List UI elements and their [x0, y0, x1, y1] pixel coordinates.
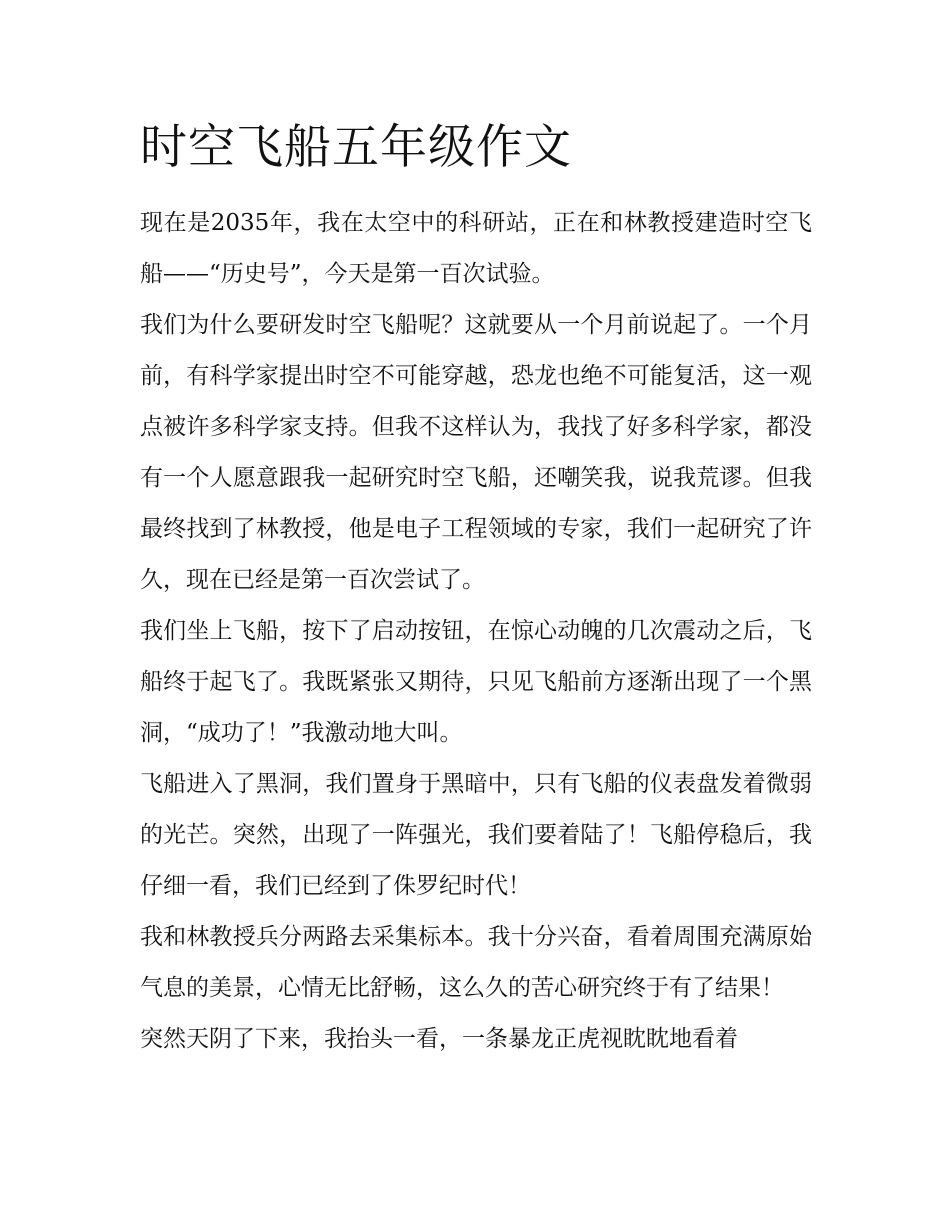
- document-page: [140, 118, 812, 1065]
- paragraph: 现在是2035年，我在太空中的科研站，正在和林教授建造时空飞船——“历史号”，今天是第一百次试验。: [140, 210, 812, 287]
- document-title: 时空飞船五年级作文: [140, 120, 572, 175]
- paragraph: 我和林教授兵分两路去采集标本。我十分兴奋，看着周围充满原始气息的美景，心情无比舒畅，这么久的苦心研究终于有了结果！: [140, 924, 812, 1001]
- paragraph: 我们坐上飞船，按下了启动按钮，在惊心动魄的几次震动之后，飞船终于起飞了。我既紧张又期待，只见飞船前方逐渐出现了一个黑洞，“成功了！”我激动地大叫。: [140, 618, 812, 746]
- paragraph: 我们为什么要研发时空飞船呢？这就要从一个月前说起了。一个月前，有科学家提出时空不可能穿越，恐龙也绝不可能复活，这一观点被许多科学家支持。但我不这样认为，我找了好多科学家，都没有一个人愿意跟我一起研究时空飞船，还嘲笑我，说我荒谬。但我最终找到了林教授，他是电子工程领域的专家，我们一起研究了许久，现在已经是第一百次尝试了。: [140, 312, 812, 593]
- paragraph: 突然天阴了下来，我抬头一看，一条暴龙正虎视眈眈地看着: [140, 1026, 738, 1052]
- paragraph: 飞船进入了黑洞，我们置身于黑暗中，只有飞船的仪表盘发着微弱的光芒。突然，出现了一阵强光，我们要着陆了！飞船停稳后，我仔细一看，我们已经到了侏罗纪时代！: [140, 771, 812, 899]
